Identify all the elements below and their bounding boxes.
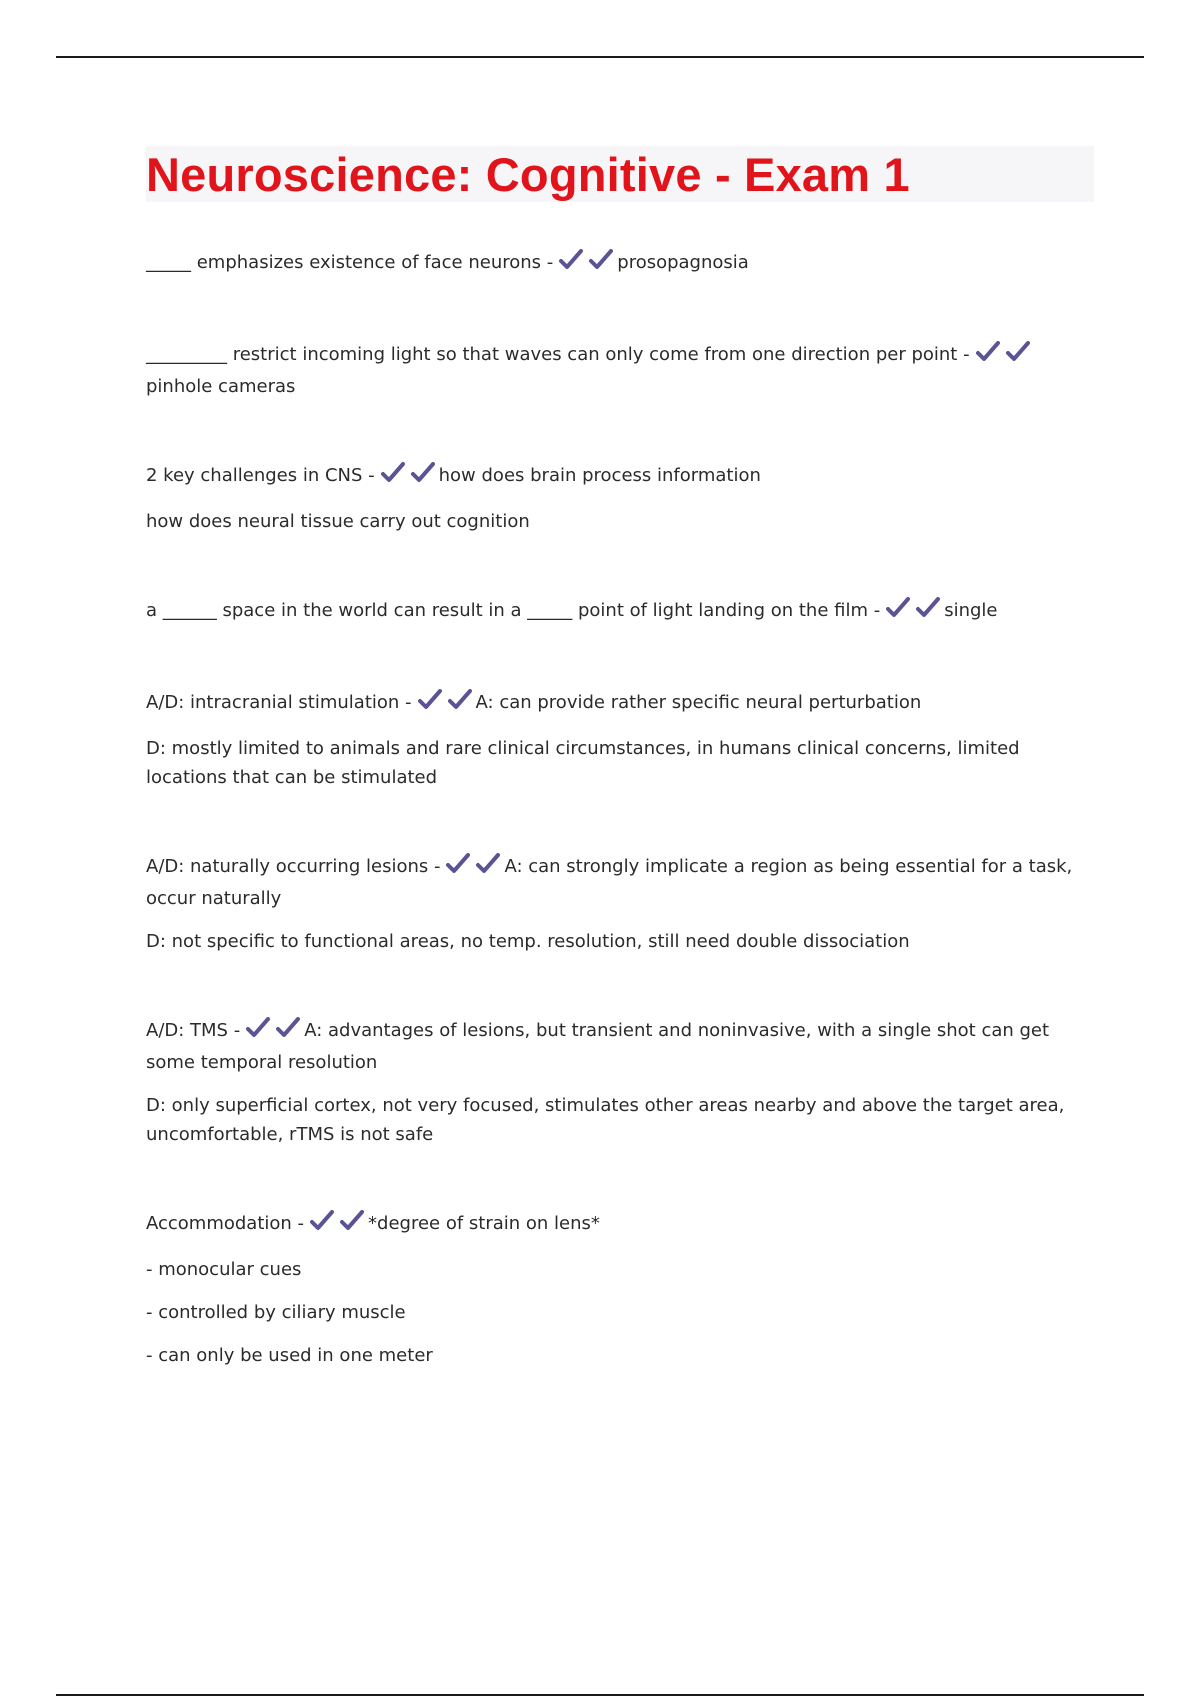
question-text: A/D: naturally occurring lesions - (146, 856, 441, 877)
question-text: Accommodation - (146, 1213, 305, 1234)
qa-line (146, 852, 1094, 913)
qa-item (146, 852, 1094, 956)
answer-detail: - can only be used in one meter (146, 1345, 433, 1366)
qa-list (146, 248, 1094, 1370)
check-mark-icon (340, 1210, 364, 1232)
qa-item (146, 461, 1094, 536)
check-mark-icon (411, 462, 435, 484)
question-text: A/D: intracranial stimulation - (146, 692, 412, 713)
check-mark-icon (589, 249, 613, 271)
qa-item (146, 688, 1094, 792)
check-mark-icon (476, 853, 500, 875)
check-mark-icon (559, 249, 583, 271)
double-check-icon (976, 341, 1030, 372)
document-body (146, 146, 1094, 1430)
answer-text: *degree of strain on lens* (368, 1213, 600, 1234)
qa-line (146, 688, 1094, 720)
double-check-icon (310, 1210, 364, 1241)
check-mark-icon (448, 689, 472, 711)
answer-detail: - monocular cues (146, 1259, 302, 1280)
bottom-rule (56, 1694, 1144, 1696)
top-rule (56, 56, 1144, 58)
answer-detail: how does neural tissue carry out cognition (146, 511, 530, 532)
double-check-icon (446, 853, 500, 884)
check-mark-icon (446, 853, 470, 875)
qa-item (146, 1016, 1094, 1149)
answer-detail: D: not specific to functional areas, no temp. resolution, still need double dissociation (146, 931, 910, 952)
qa-item (146, 1209, 1094, 1370)
check-mark-icon (381, 462, 405, 484)
qa-line (146, 596, 1094, 628)
check-mark-icon (276, 1017, 300, 1039)
title-band (146, 146, 1094, 202)
qa-item (146, 340, 1094, 401)
check-mark-icon (886, 597, 910, 619)
question-text: _________ restrict incoming light so that waves can only come from one direction per point - (146, 344, 970, 365)
double-check-icon (559, 249, 613, 280)
question-text: A/D: TMS - (146, 1020, 241, 1041)
answer-text: A: advantages of lesions, but transient and noninvasive, with a single shot can get some temporal resolution (146, 1020, 1050, 1073)
check-mark-icon (1006, 341, 1030, 363)
qa-line (146, 340, 1094, 401)
check-mark-icon (418, 689, 442, 711)
answer-text: A: can strongly implicate a region as being essential for a task, occur naturally (146, 856, 1073, 909)
check-mark-icon (916, 597, 940, 619)
answer-text: single (944, 600, 998, 621)
qa-line (146, 1209, 1094, 1241)
qa-line (146, 461, 1094, 493)
double-check-icon (418, 689, 472, 720)
qa-item (146, 596, 1094, 628)
answer-text: A: can provide rather specific neural perturbation (475, 692, 922, 713)
document-title: Neuroscience: Cognitive - Exam 1 (146, 147, 910, 201)
answer-detail: - controlled by ciliary muscle (146, 1302, 406, 1323)
qa-line (146, 248, 1094, 280)
qa-line (146, 1016, 1094, 1077)
answer-detail: D: mostly limited to animals and rare clinical circumstances, in humans clinical concerns, limited locations that can be stimulated (146, 738, 1020, 788)
question-text: 2 key challenges in CNS - (146, 465, 375, 486)
check-mark-icon (976, 341, 1000, 363)
question-text: a ______ space in the world can result in a _____ point of light landing on the film - (146, 600, 881, 621)
question-text: _____ emphasizes existence of face neurons - (146, 252, 554, 273)
double-check-icon (886, 597, 940, 628)
check-mark-icon (310, 1210, 334, 1232)
answer-text: prosopagnosia (617, 252, 749, 273)
qa-item (146, 248, 1094, 280)
double-check-icon (246, 1017, 300, 1048)
answer-text: how does brain process information (438, 465, 761, 486)
answer-text: pinhole cameras (146, 376, 296, 397)
check-mark-icon (246, 1017, 270, 1039)
double-check-icon (381, 462, 435, 493)
answer-detail: D: only superficial cortex, not very focused, stimulates other areas nearby and above the target area, uncomfortable, rTMS is not safe (146, 1095, 1065, 1145)
